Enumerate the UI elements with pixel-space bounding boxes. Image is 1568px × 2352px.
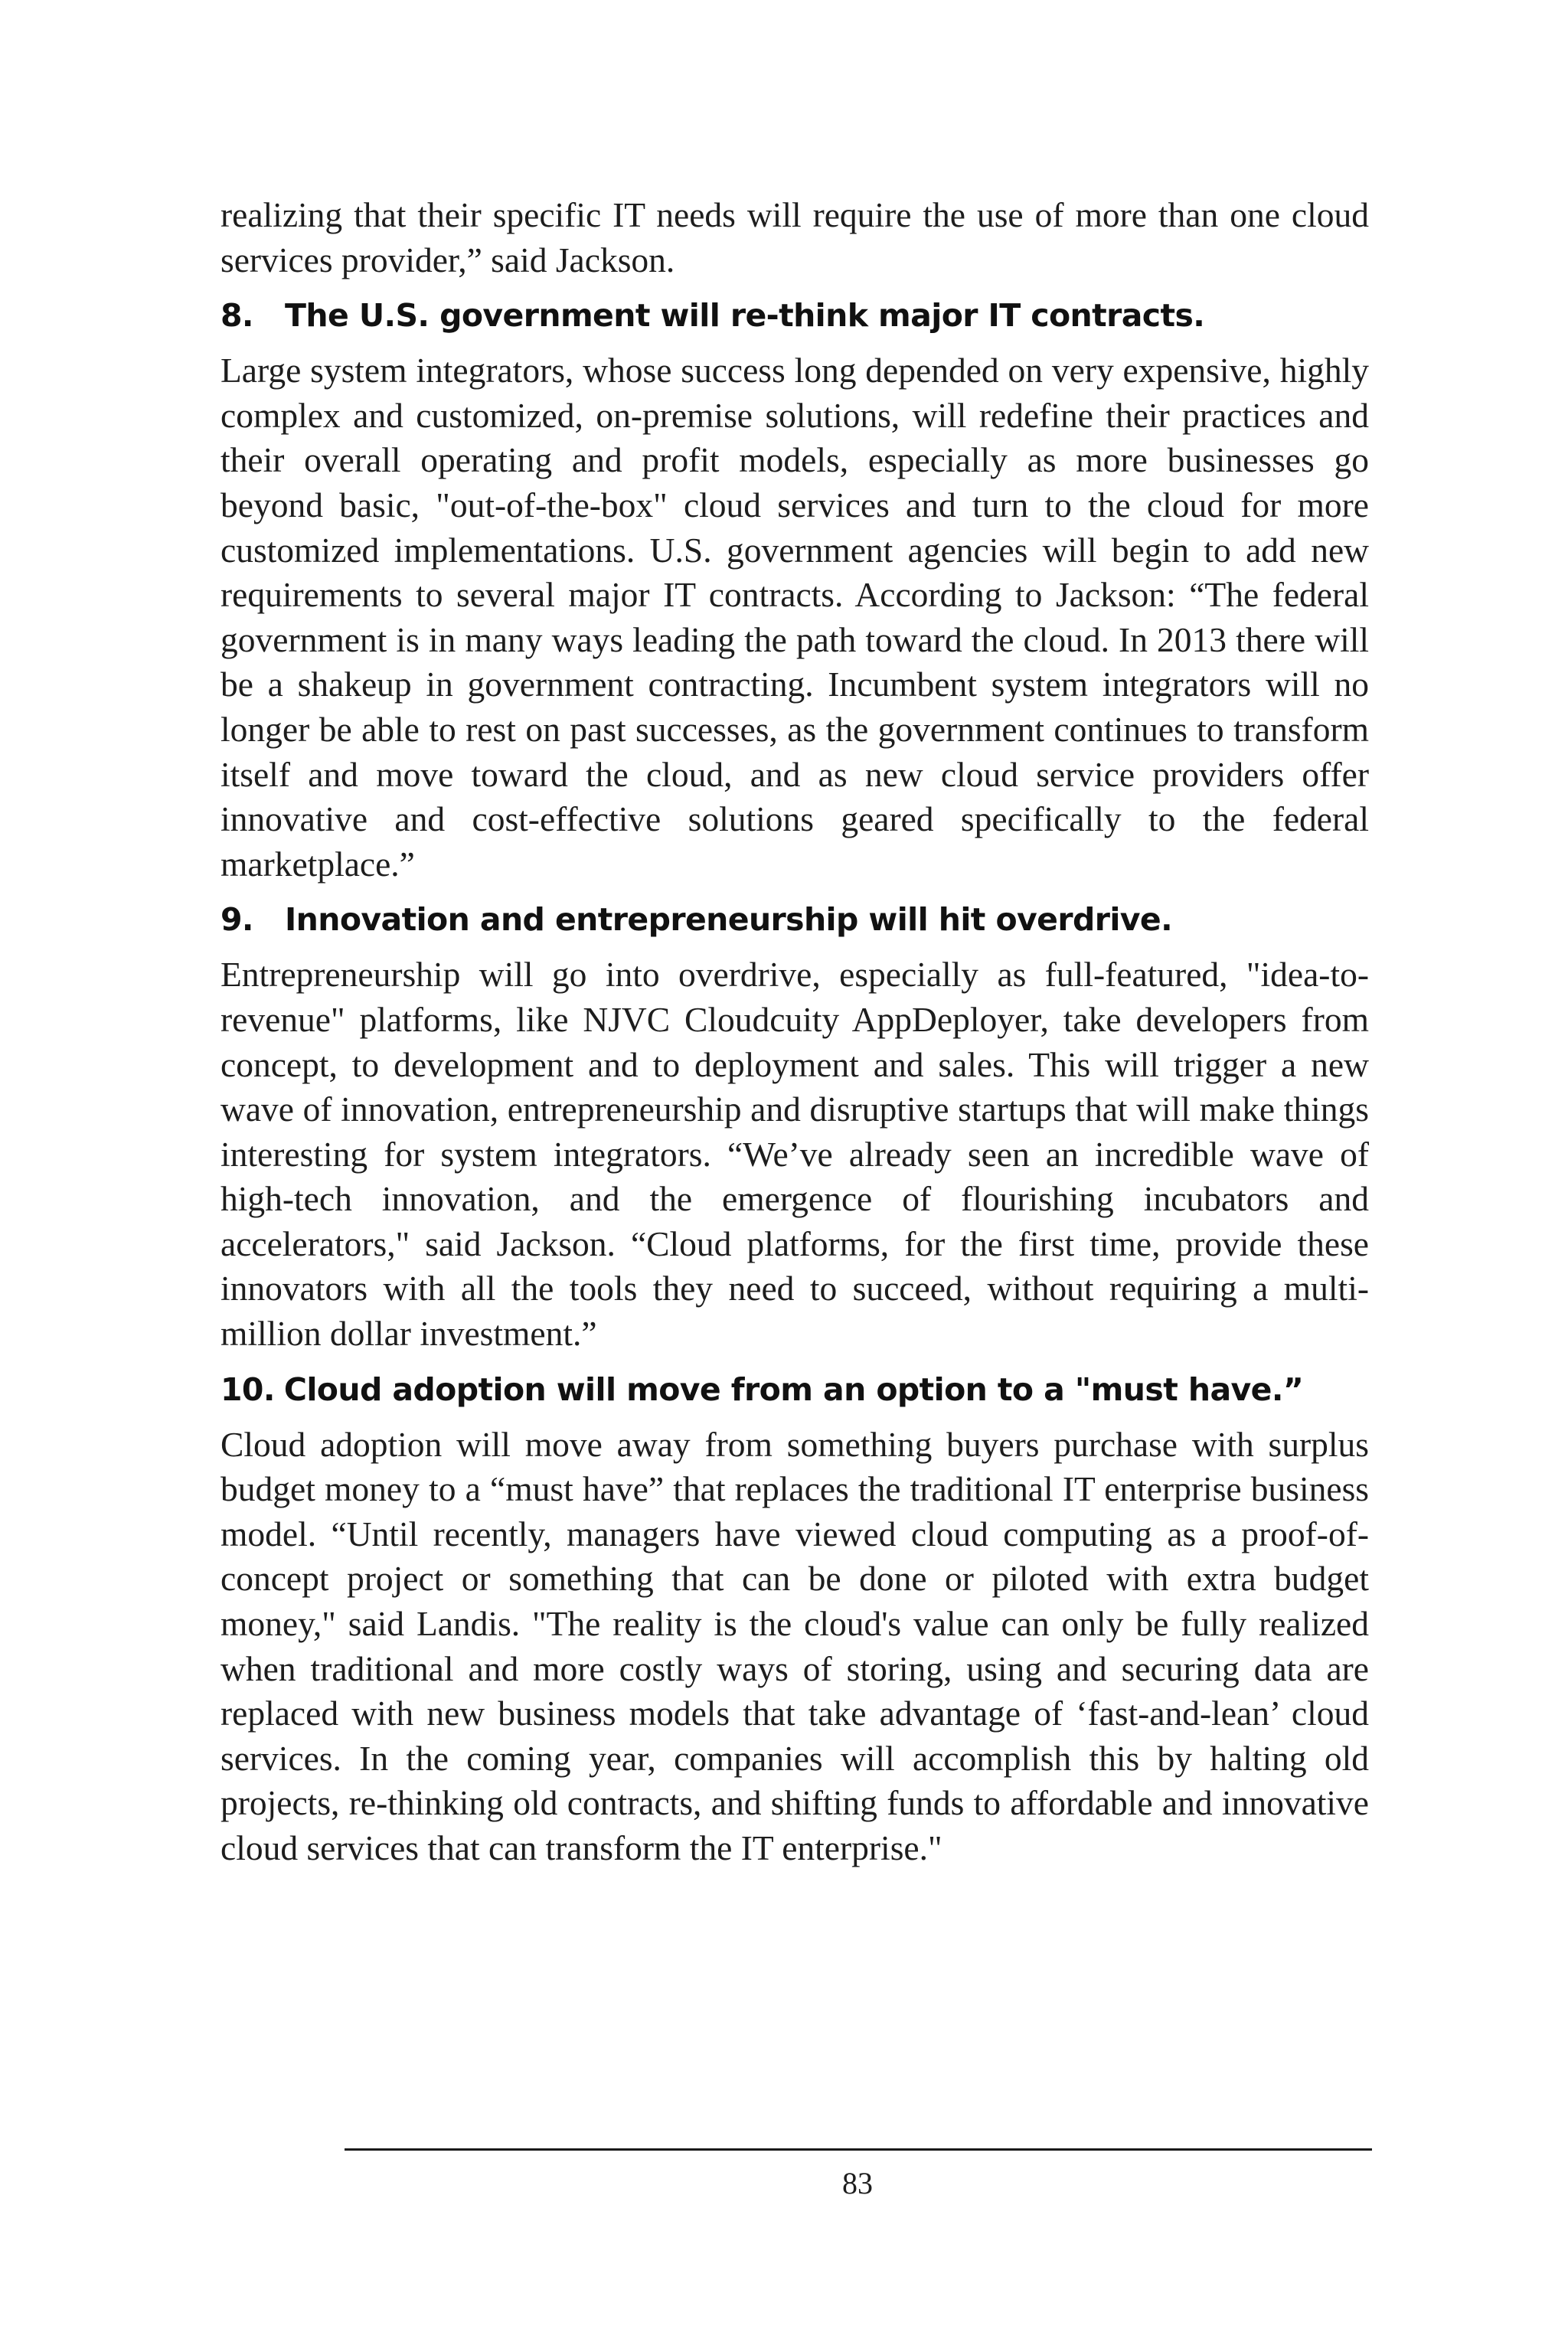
section-heading-9 bbox=[220, 897, 1369, 942]
section-body-10: Cloud adoption will move away from something buyers purchase with surplus budget money to a “must have” that replaces the traditional IT enterprise business model. “Until recently, managers have viewed cloud computing as a proof-of-concept project or something that can be done or piloted with extra budget money," said Landis. "The reality is the cloud's value can only be fully realized when traditional and more costly ways of storing, using and securing data are replaced with new business models that take advantage of ‘fast-and-lean’ cloud services. In the coming year, companies will accomplish this by halting old projects, re-thinking old contracts, and shifting funds to affordable and innovative cloud services that can transform the IT enterprise." bbox=[220, 1424, 1369, 1867]
section-title: The U.S. government will re-think major IT contracts. bbox=[285, 297, 1205, 335]
page-number: 83 bbox=[842, 2166, 873, 2200]
page-body bbox=[220, 193, 1369, 1871]
section-number: 9. bbox=[220, 901, 253, 939]
section-heading-10 bbox=[220, 1367, 1369, 1412]
section-heading-8 bbox=[220, 293, 1369, 338]
section-body-8: Large system integrators, whose success long depended on very expensive, highly complex and customized, on-premise solutions, will redefine their practices and their overall operating and profit models, especially as more businesses go beyond basic, "out-of-the-box" cloud services and turn to the cloud for more customized implementations. U.S. government agencies will begin to add new requirements to several major IT contracts. According to Jackson: “The federal government is in many ways leading the path toward the cloud. In 2013 there will be a shakeup in government contracting. Incumbent system integrators will no longer be able to rest on past successes, as the government continues to transform itself and move toward the cloud, and as new cloud service providers offer innovative and cost-effective solutions geared specifically to the federal marketplace.” bbox=[220, 351, 1369, 884]
section-number: 10. bbox=[220, 1370, 275, 1408]
intro-paragraph: realizing that their specific IT needs will require the use of more than one cloud services provider,” said Jackson. bbox=[220, 195, 1369, 279]
section-title: Innovation and entrepreneurship will hit overdrive. bbox=[285, 901, 1173, 939]
footer-divider bbox=[345, 2148, 1372, 2151]
section-number: 8. bbox=[220, 297, 253, 335]
section-title: Cloud adoption will move from an option to a "must have.” bbox=[283, 1370, 1304, 1408]
section-body-9: Entrepreneurship will go into overdrive, especially as full-featured, "idea-to-revenue" platforms, like NJVC Cloudcuity AppDeployer, take developers from concept, to development and to deployment and sales. This will trigger a new wave of innovation, entrepreneurship and disruptive startups that will make things interesting for system integrators. “We’ve already seen an incredible wave of high-tech innovation, and the emergence of flourishing incubators and accelerators," said Jackson. “Cloud platforms, for the first time, provide these innovators with all the tools they need to succeed, without requiring a multi-million dollar investment.” bbox=[220, 955, 1369, 1354]
